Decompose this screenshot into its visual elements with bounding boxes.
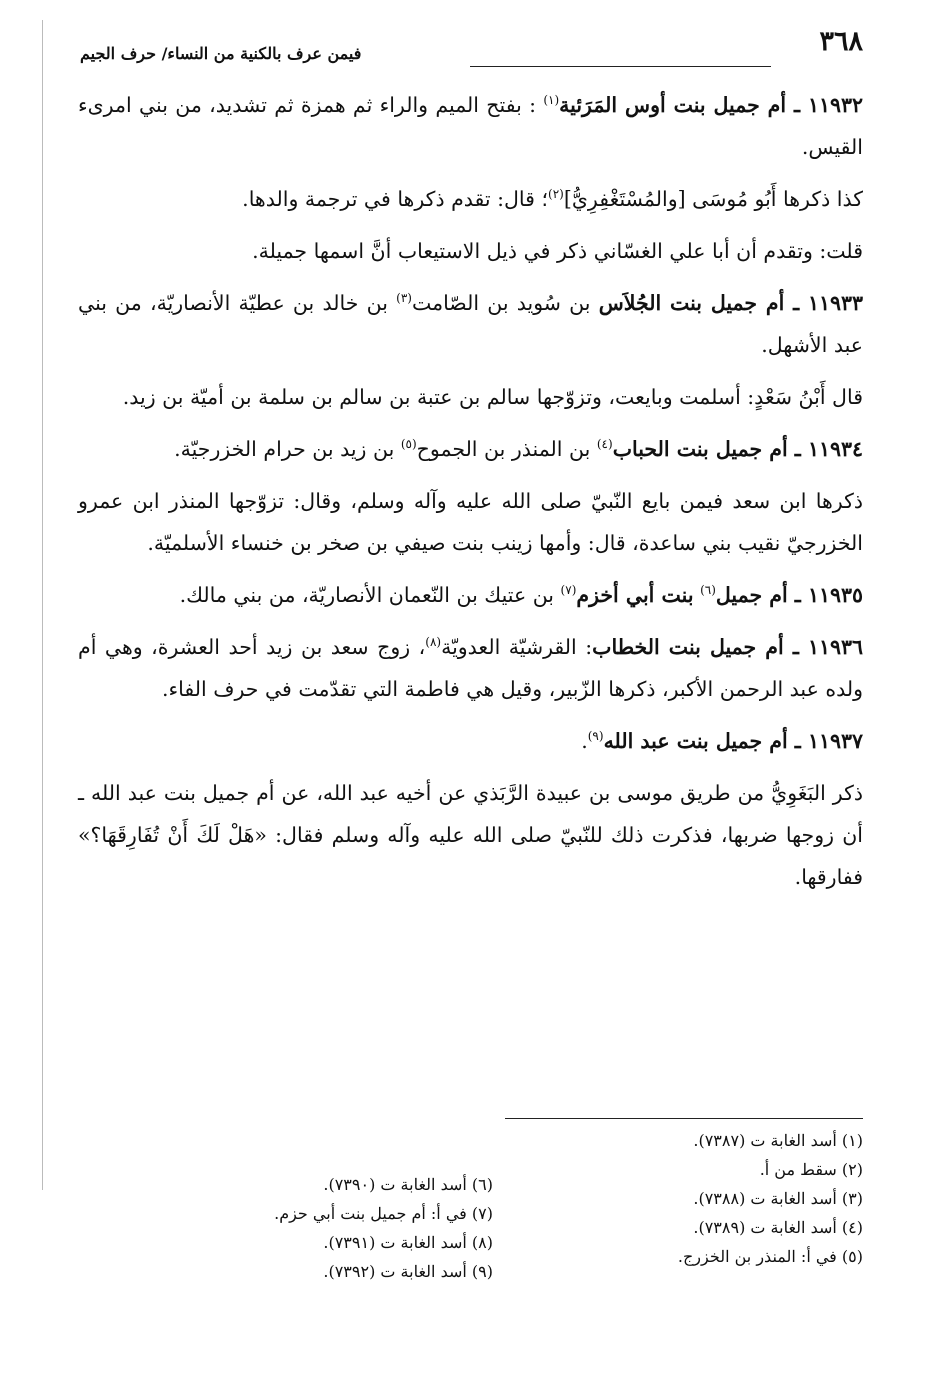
entry-11935: ١١٩٣٥ ـ أم جميل$^{(٦)}$ بنت أبي أخزم$^{(٧)}$ بن عتيك بن النّعمان الأنصاريّة، من بني مالك. xyxy=(179,583,863,607)
footnote-ref[interactable]: (٩) xyxy=(587,729,604,744)
entry-number: ١١٩٣٢ xyxy=(807,93,863,117)
entry-heading: أم جميل بنت الخطاب xyxy=(592,635,784,659)
entry-11934: ١١٩٣٤ ـ أم جميل بنت الحباب$^{(٤)}$ بن المنذر بن الجموح$^{(٥)}$ بن زيد بن حرام الخزرجيّة. xyxy=(174,437,863,461)
entry-number: ١١٩٣٤ xyxy=(807,437,863,461)
paragraph: كذا ذكرها أَبُو مُوسَى [والمُسْتَغْفِرِيُّ]$^{(٢)}$؛ قال: تقدم ذكرها في ترجمة والدها. xyxy=(242,187,863,211)
footnote-ref[interactable]: (٨) xyxy=(425,635,442,650)
footnote-ref[interactable]: (١) xyxy=(543,93,560,108)
footnote-9: (٩) أسد الغابة ت (٧٣٩٢). xyxy=(323,1262,493,1281)
paragraph: ذكر البَغَوِيُّ من طريق موسى بن عبيدة الرَّبَذي عن أخيه عبد الله، عن أم جميل بنت عبد الله ـ أن زوجها ضربها، فذكرت ذلك للنّبيّ صلى الله عليه وآله وسلم فقال: «هَلْ لَكَ أَنْ تُفَارِقَهَا؟» ففارقها. xyxy=(78,781,863,889)
entry-number: ١١٩٣٣ xyxy=(807,291,864,315)
footnote-2: (٢) سقط من أ. xyxy=(759,1160,863,1179)
footnote-3: (٣) أسد الغابة ت (٧٣٨٨). xyxy=(693,1189,863,1208)
footnote-ref[interactable]: (٢) xyxy=(548,187,564,202)
main-text xyxy=(78,84,863,908)
binding-shadow-line xyxy=(42,20,43,1190)
footnote-ref[interactable]: (٧) xyxy=(560,583,577,598)
footnote-ref[interactable]: (٤) xyxy=(596,437,613,452)
entry-11933: ١١٩٣٣ ـ أم جميل بنت الجُلاَس بن سُويد بن الصّامت$^{(٣)}$ بن خالد بن عطيّة الأنصاريّة، من بني عبد الأشهل. xyxy=(78,291,864,357)
footnote-6: (٦) أسد الغابة ت (٧٣٩٠). xyxy=(323,1175,493,1194)
paragraph: ذكرها ابن سعد فيمن بايع النّبيّ صلى الله عليه وآله وسلم، وقال: تزوّجها المنذر ابن عمرو الخزرجيّ نقيب بني ساعدة، قال: وأمها زينب بنت صيفي بن صخر بن خنساء الأسلميّة. xyxy=(78,489,863,555)
entry-heading: أم جميل xyxy=(715,583,788,607)
paragraph: قلت: وتقدم أن أبا علي الغسّاني ذكر في ذيل الاستيعاب أنَّ اسمها جميلة. xyxy=(252,239,863,263)
entry-number: ١١٩٣٦ xyxy=(807,635,864,659)
footnote-4: (٤) أسد الغابة ت (٧٣٨٩). xyxy=(693,1218,863,1237)
page-header xyxy=(80,26,863,70)
page-number: ٣٦٨ xyxy=(819,26,863,57)
header-rule xyxy=(470,66,771,67)
footnote-7: (٧) في أ: أم جميل بنت أبي حزم. xyxy=(274,1204,493,1223)
footnote-1: (١) أسد الغابة ت (٧٣٨٧). xyxy=(693,1131,863,1150)
footnote-ref[interactable]: (٣) xyxy=(396,291,412,306)
running-title: فيمن عرف بالكنية من النساء/ حرف الجيم xyxy=(80,44,362,63)
footnote-rule xyxy=(505,1118,863,1119)
footnotes-left-column xyxy=(193,1170,493,1286)
entry-number: ١١٩٣٧ xyxy=(807,729,863,753)
footnotes xyxy=(78,1126,863,1306)
entry-11932: ١١٩٣٢ ـ أم جميل بنت أوس المَرَئية$^{(١)}$ : بفتح الميم والراء ثم همزة ثم تشديد، من بني امرىء القيس. xyxy=(78,93,863,159)
entry-heading: أم جميل بنت الحباب xyxy=(612,437,788,461)
entry-heading-cont: بنت أبي أخزم xyxy=(576,583,694,607)
footnote-ref[interactable]: (٥) xyxy=(400,437,417,452)
footnote-ref[interactable]: (٦) xyxy=(700,583,716,598)
entry-11937: ١١٩٣٧ ـ أم جميل بنت عبد الله$^{(٩)}$. xyxy=(581,729,863,753)
footnote-8: (٨) أسد الغابة ت (٧٣٩١). xyxy=(323,1233,493,1252)
entry-heading: أم جميل بنت عبد الله xyxy=(603,729,788,753)
footnote-5: (٥) في أ: المنذر بن الخزرج. xyxy=(677,1247,863,1266)
entry-heading: أم جميل بنت الجُلاَس xyxy=(598,291,785,315)
entry-number: ١١٩٣٥ xyxy=(807,583,863,607)
entry-heading: أم جميل بنت أوس المَرَئية xyxy=(559,93,787,117)
footnotes-right-column xyxy=(483,1126,863,1271)
entry-text: : بفتح الميم والراء ثم همزة ثم تشديد، من بني امرىء القيس. xyxy=(78,93,863,159)
paragraph: قال أَبْنُ سَعْدٍ: أسلمت وبايعت، وتزوّجها سالم بن عتبة بن سالم بن سلمة بن أميّة بن زيد. xyxy=(122,385,863,409)
entry-11936: ١١٩٣٦ ـ أم جميل بنت الخطاب: القرشيّة العدويّة$^{(٨)}$، زوج سعد بن زيد أحد العشرة، وهي أم ولده عبد الرحمن الأكبر، ذكرها الزّبير، وقيل هي فاطمة التي تقدّمت في حرف الفاء. xyxy=(78,635,864,701)
